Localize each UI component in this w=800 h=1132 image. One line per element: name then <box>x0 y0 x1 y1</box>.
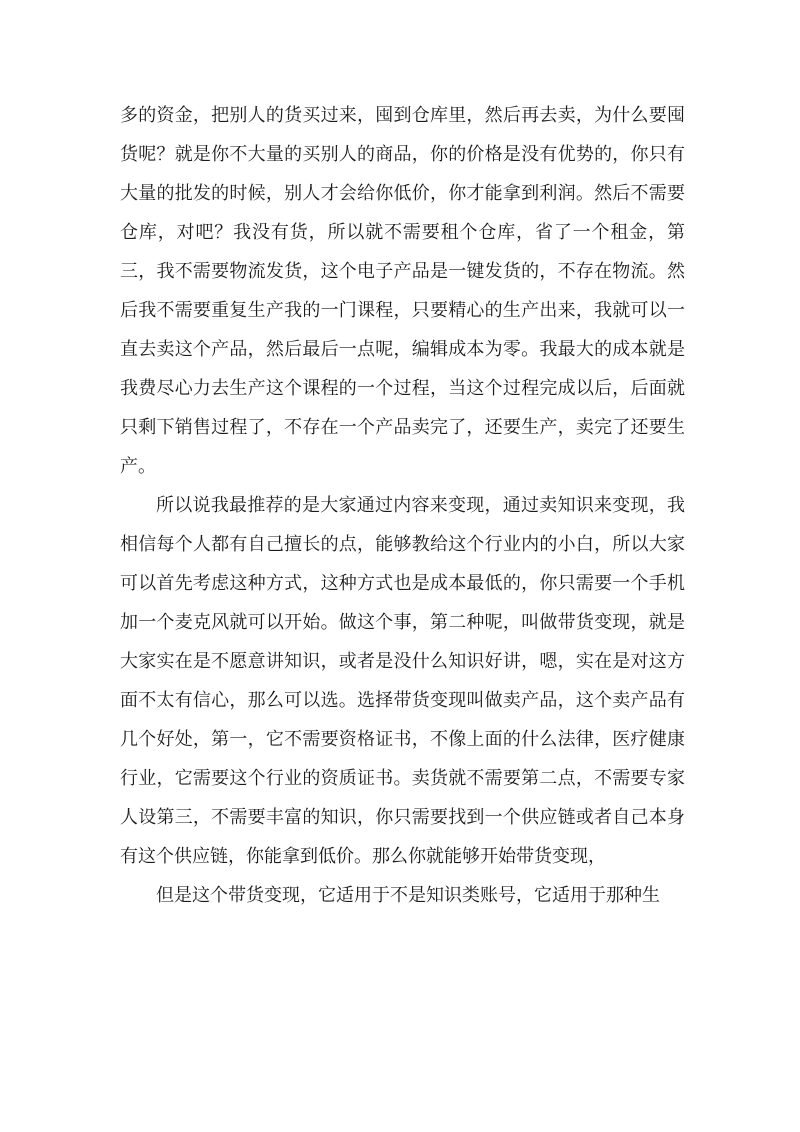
paragraph: 所以说我最推荐的是大家通过内容来变现，通过卖知识来变现，我相信每个人都有自己擅长的点，能够教给这个行业内的小白，所以大家可以首先考虑这种方式，这种方式也是成本最低的，你只需要一个手机加一个麦克风就可以开始。做这个事，第二种呢，叫做带货变现，就是大家实在是不愿意讲知识，或者是没什么知识好讲，嗯，实在是对这方面不太有信心，那么可以选。选择带货变现叫做卖产品，这个卖产品有几个好处，第一，它不需要资格证书，不像上面的什么法律，医疗健康行业，它需要这个行业的资质证书。卖货就不需要第二点，不需要专家人设第三，不需要丰富的知识，你只需要找到一个供应链或者自己本身有这个供应链，你能拿到低价。那么你就能够开始带货变现， <box>120 495 685 867</box>
document-body <box>120 96 685 915</box>
paragraph-continued: 多的资金，把别人的货买过来，囤到仓库里，然后再去卖，为什么要囤货呢？就是你不大量的买别人的商品，你的价格是没有优势的，你只有大量的批发的时候，别人才会给你低价，你才能拿到利润。然后不需要仓库，对吧？我没有货，所以就不需要租个仓库，省了一个租金，第三，我不需要物流发货，这个电子产品是一键发货的，不存在物流。然后我不需要重复生产我的一门课程，只要精心的生产出来，我就可以一直去卖这个产品，然后最后一点呢，编辑成本为零。我最大的成本就是我费尽心力去生产这个课程的一个过程，当这个过程完成以后，后面就只剩下销售过程了，不存在一个产品卖完了，还要生产，卖完了还要生产。 <box>120 105 685 477</box>
paragraph: 但是这个带货变现，它适用于不是知识类账号，它适用于那种生 <box>156 885 660 906</box>
